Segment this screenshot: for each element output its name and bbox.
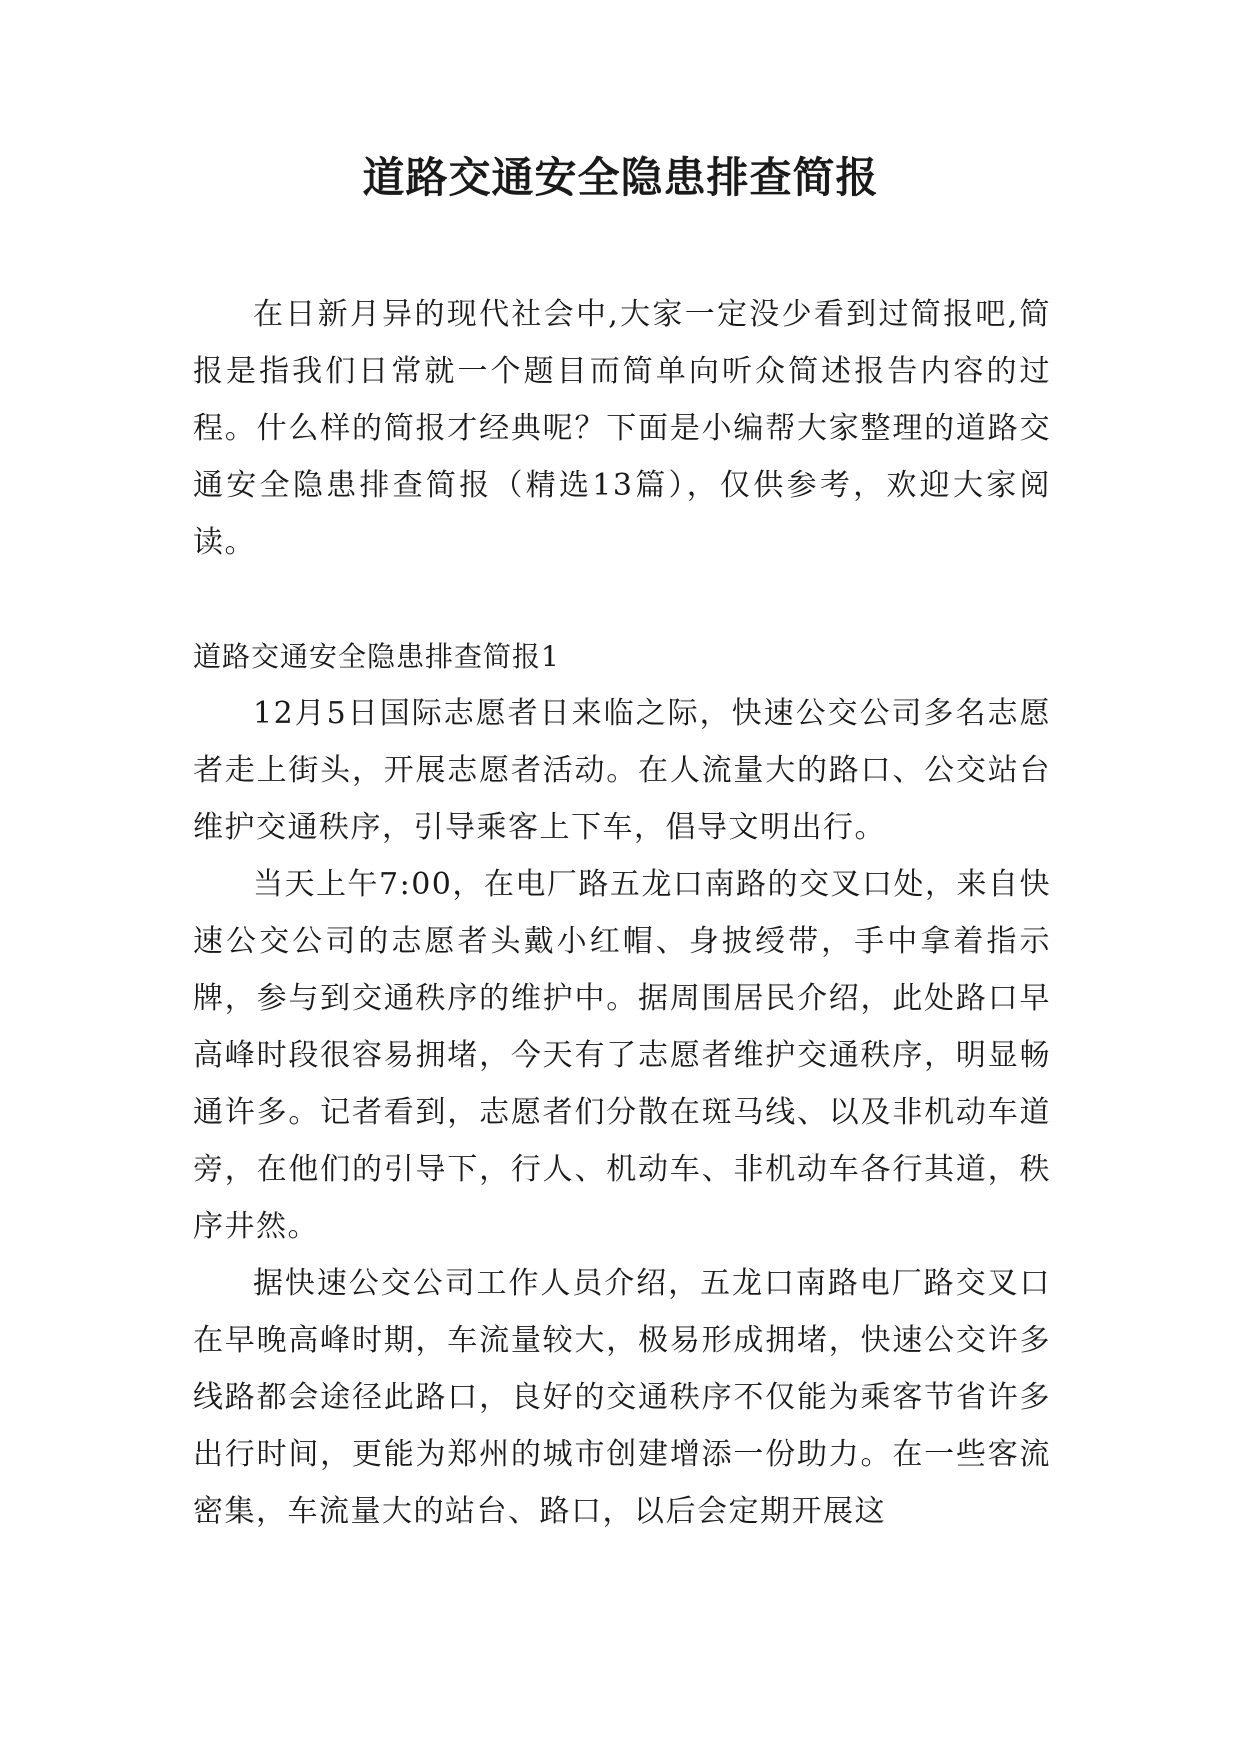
body-paragraph-2: 当天上午7:00，在电厂路五龙口南路的交叉口处，来自快速公交公司的志愿者头戴小红帽、身披绶带，手中拿着指示牌，参与到交通秩序的维护中。据周围居民介绍，此处路口早高峰时段很容易拥堵，今天有了志愿者维护交通秩序，明显畅通许多。记者看到，志愿者们分散在斑马线、以及非机动车道旁，在他们的引导下，行人、机动车、非机动车各行其道，秩序井然。 xyxy=(193,867,1051,1244)
document-title: 道路交通安全隐患排查简报 xyxy=(362,153,879,202)
section-heading: 道路交通安全隐患排查简报1 xyxy=(193,640,560,673)
body-paragraph-1: 12月5日国际志愿者日来临之际，快速公交公司多名志愿者走上街头，开展志愿者活动。在人流量大的路口、公交站台维护交通秩序，引导乘客上下车，倡导文明出行。 xyxy=(193,696,1051,845)
intro-paragraph: 在日新月异的现代社会中,大家一定没少看到过简报吧,简报是指我们日常就一个题目而简单向听众简述报告内容的过程。什么样的简报才经典呢？下面是小编帮大家整理的道路交通安全隐患排查简报（精选13篇），仅供参考，欢迎大家阅读。 xyxy=(193,297,1051,560)
document-body xyxy=(193,286,1051,1540)
body-paragraph-3: 据快速公交公司工作人员介绍，五龙口南路电厂路交叉口在早晚高峰时期，车流量较大，极易形成拥堵，快速公交许多线路都会途径此路口，良好的交通秩序不仅能为乘客节省许多出行时间，更能为郑州的城市创建增添一份助力。在一些客流密集，车流量大的站台、路口，以后会定期开展这 xyxy=(193,1266,1051,1529)
